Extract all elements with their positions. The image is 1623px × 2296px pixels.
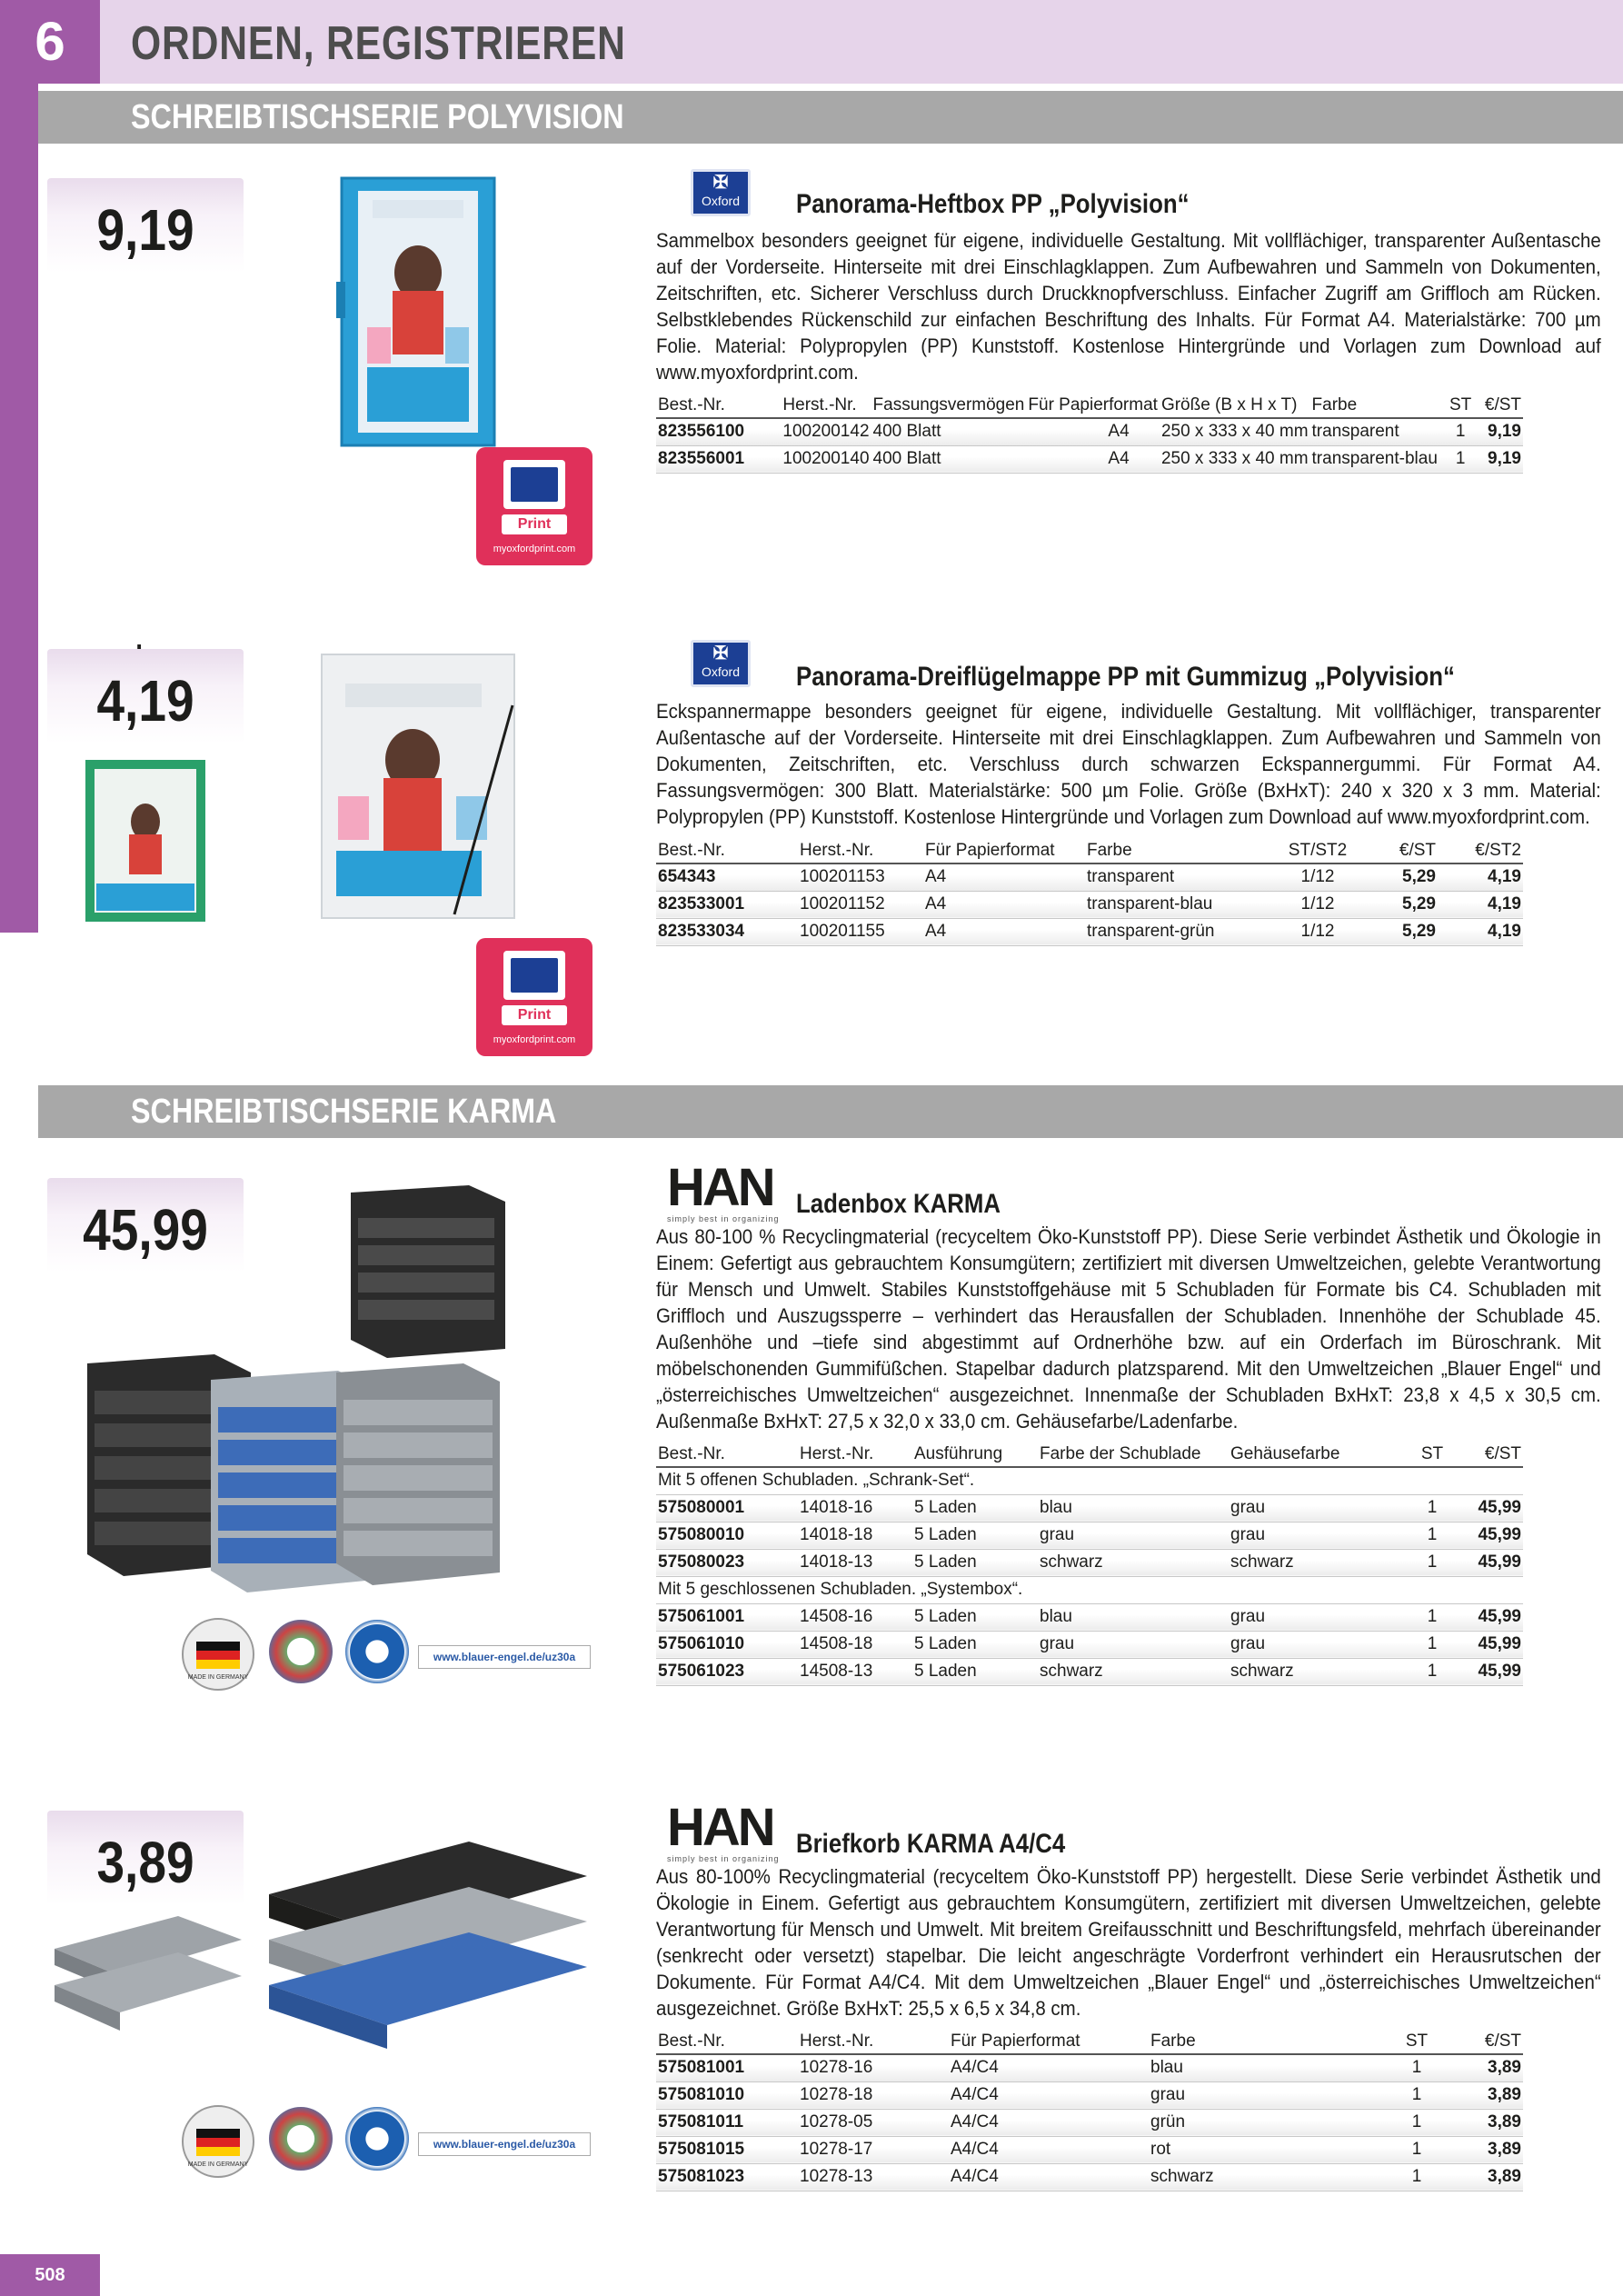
table-cell: A4/C4 <box>949 2163 1149 2191</box>
col-header: €/ST <box>1449 2029 1523 2054</box>
blauer-engel-url: www.blauer-engel.de/uz30a <box>418 2132 591 2156</box>
table-cell: transparent-grün <box>1085 918 1274 945</box>
table-cell: 5,29 <box>1361 863 1438 891</box>
table-cell: 1 <box>1405 1603 1459 1631</box>
col-header: €/ST2 <box>1438 838 1523 863</box>
table-cell: 100201153 <box>798 863 923 891</box>
table-cell: 5 Laden <box>912 1658 1038 1685</box>
table-cell: 575080010 <box>656 1522 798 1549</box>
table-cell: A4/C4 <box>949 2054 1149 2081</box>
table-cell: 10278-05 <box>798 2109 949 2136</box>
table-cell: 14508-18 <box>798 1631 912 1658</box>
page-number: 508 <box>0 2254 100 2296</box>
table-cell: schwarz <box>1038 1658 1229 1685</box>
oxford-emblem-icon: ✠ <box>712 644 729 664</box>
table-cell: 575081011 <box>656 2109 798 2136</box>
table-cell: 575061010 <box>656 1631 798 1658</box>
han-logo <box>667 1158 780 1223</box>
table-cell: 100201155 <box>798 918 923 945</box>
col-header: €/ST <box>1477 393 1523 418</box>
col-header: Für Papierformat <box>923 838 1085 863</box>
col-header: Fassungsvermögen <box>871 393 1027 418</box>
table-cell: 1 <box>1405 1494 1459 1522</box>
col-header: Herst.-Nr. <box>798 2029 949 2054</box>
col-header: Ausführung <box>912 1442 1038 1467</box>
table-cell: 575061023 <box>656 1658 798 1685</box>
print-badge-url: myoxfordprint.com <box>493 544 576 554</box>
table-cell: A4 <box>923 891 1085 918</box>
col-header: Best.-Nr. <box>656 1442 798 1467</box>
table-cell: blau <box>1149 2054 1385 2081</box>
col-header: ST <box>1444 393 1477 418</box>
table-row <box>656 1631 1523 1658</box>
made-in-germany-badge: MADE IN GERMANY <box>182 2105 254 2178</box>
table-row <box>656 2163 1523 2191</box>
table-cell: A4 <box>923 863 1085 891</box>
table-cell: A4 <box>923 918 1085 945</box>
table-cell: grün <box>1149 2109 1385 2136</box>
col-header: Farbe <box>1149 2029 1385 2054</box>
table-row <box>656 2081 1523 2109</box>
product-table <box>656 1442 1523 1686</box>
table-cell: 1/12 <box>1274 863 1361 891</box>
oxford-print-logo-icon <box>511 467 558 502</box>
table-row <box>656 445 1523 473</box>
table-cell: transparent-blau <box>1310 445 1445 473</box>
table-row <box>656 891 1523 918</box>
oxford-logo <box>691 169 751 216</box>
table-cell: 654343 <box>656 863 798 891</box>
col-header: Gehäusefarbe <box>1229 1442 1405 1467</box>
product-title: Ladenbox KARMA <box>796 1189 1001 1219</box>
chapter-title: ORDNEN, REGISTRIEREN <box>131 17 626 70</box>
table-cell: 575080001 <box>656 1494 798 1522</box>
table-cell: 14018-13 <box>798 1549 912 1576</box>
table-cell: A4/C4 <box>949 2081 1149 2109</box>
table-cell: 823556001 <box>656 445 781 473</box>
han-logo-text: HAN <box>667 1158 773 1217</box>
table-cell: 4,19 <box>1438 863 1523 891</box>
table-cell: 1 <box>1385 2136 1449 2163</box>
table-cell: 100200142 <box>781 418 871 445</box>
col-header: Größe (B x H x T) <box>1160 393 1310 418</box>
table-cell: A4/C4 <box>949 2136 1149 2163</box>
table-cell: 45,99 <box>1459 1494 1523 1522</box>
table-cell: 3,89 <box>1449 2054 1523 2081</box>
table-cell: 400 Blatt <box>871 445 1027 473</box>
section-title-karma: SCHREIBTISCHSERIE KARMA <box>131 1093 557 1131</box>
table-cell: schwarz <box>1149 2163 1385 2191</box>
table-cell: 3,89 <box>1449 2109 1523 2136</box>
table-cell: 575081023 <box>656 2163 798 2191</box>
product-title: Panorama-Dreiflügelmappe PP mit Gummizug „Polyvision“ <box>796 662 1455 692</box>
table-cell: 5 Laden <box>912 1494 1038 1522</box>
col-header: Farbe der Schublade <box>1038 1442 1229 1467</box>
table-cell: 4,19 <box>1438 891 1523 918</box>
col-header: €/ST <box>1361 838 1438 863</box>
product-description: Aus 80-100% Recyclingmaterial (recyceltem Öko-Kunststoff PP) hergestellt. Diese Serie verbindet Ästhetik und Ökologie in Einem. Gefertigt aus gebrauchtem Konsumgütern, zertifiziert mit diversen Umweltzeichen, gelebte Verantwortung für Mensch und Umwelt. Mit breitem Greifausschnitt und Beschriftungsfeld, mehrfach übereinander (senkrecht oder versetzt) stapelbar. Die leicht angeschrägte Vorderfront verhindert ein Herausrutschen der Dokumente. Für Format A4/C4. Mit dem Umweltzeichen „Blauer Engel“ und „österreichisches Umweltzeichen“ ausgezeichnet. Größe BxHxT: 25,5 x 6,5 x 34,8 cm. <box>656 1865 1601 2020</box>
table-cell: 100201152 <box>798 891 923 918</box>
price-value: 4,19 <box>96 668 194 734</box>
han-logo-tagline: simply best in organizing <box>667 1214 780 1223</box>
col-header: ST/ST2 <box>1274 838 1361 863</box>
table-cell: 5 Laden <box>912 1522 1038 1549</box>
table-row <box>656 2054 1523 2081</box>
table-cell: grau <box>1038 1522 1229 1549</box>
table-cell: 3,89 <box>1449 2081 1523 2109</box>
table-cell: 5,29 <box>1361 918 1438 945</box>
table-cell: 1 <box>1405 1631 1459 1658</box>
product-description: Eckspannermappe besonders geeignet für eigene, individuelle Gestaltung. Mit vollflächiger, transparenter Außentasche auf der Vorderseite. Hinterseite mit drei Einschlagklappen. Zum Aufbewahren und Sammeln von Dokumenten, Zeitschriften, etc. Verschluss durch schwarzen Eckspannergummi. Für Format A4. Fassungsvermögen: 300 Blatt. Materialstärke: 500 µm Folie. Größe (BxHxT): 240 x 320 x 3 mm. Material: Polypropylen (PP) Kunststoff. Kostenlose Hintergründe und Vorlagen zum Download auf www.myoxfordprint.com. <box>656 700 1601 828</box>
table-cell: 45,99 <box>1459 1658 1523 1685</box>
table-cell: 14508-16 <box>798 1603 912 1631</box>
table-row <box>656 1549 1523 1576</box>
print-badge <box>476 447 592 565</box>
table-cell: transparent <box>1310 418 1445 445</box>
table-cell: 45,99 <box>1459 1603 1523 1631</box>
table-cell: 1 <box>1405 1658 1459 1685</box>
table-cell: 10278-16 <box>798 2054 949 2081</box>
table-cell: grau <box>1229 1522 1405 1549</box>
table-cell: 5 Laden <box>912 1549 1038 1576</box>
blauer-engel-icon <box>345 2107 409 2171</box>
table-group-label <box>656 1467 1523 1494</box>
table-cell: 1 <box>1385 2054 1449 2081</box>
table-cell: 1/12 <box>1274 891 1361 918</box>
table-cell: 3,89 <box>1449 2136 1523 2163</box>
print-badge-url: myoxfordprint.com <box>493 1034 576 1045</box>
col-header: Für Papierformat <box>949 2029 1149 2054</box>
table-row <box>656 1603 1523 1631</box>
table-cell: 9,19 <box>1477 445 1523 473</box>
table-row <box>656 2136 1523 2163</box>
table-cell: 575081015 <box>656 2136 798 2163</box>
table-cell: blau <box>1038 1494 1229 1522</box>
product-title: Panorama-Heftbox PP „Polyvision“ <box>796 189 1190 219</box>
table-cell: 14508-13 <box>798 1658 912 1685</box>
table-row <box>656 918 1523 945</box>
table-cell: 823533001 <box>656 891 798 918</box>
table-cell: blau <box>1038 1603 1229 1631</box>
table-cell: 5,29 <box>1361 891 1438 918</box>
briefkorb-product-image <box>51 1840 632 2058</box>
table-cell: 5 Laden <box>912 1631 1038 1658</box>
table-cell: 1 <box>1405 1522 1459 1549</box>
col-header: Best.-Nr. <box>656 2029 798 2054</box>
table-cell: 1/12 <box>1274 918 1361 945</box>
table-group-label <box>656 1576 1523 1603</box>
col-header: Herst.-Nr. <box>798 838 923 863</box>
table-cell: rot <box>1149 2136 1385 2163</box>
table-cell: A4/C4 <box>949 2109 1149 2136</box>
table-cell: 1 <box>1385 2163 1449 2191</box>
table-cell: 400 Blatt <box>871 418 1027 445</box>
made-in-germany-badge: MADE IN GERMANY <box>182 1618 254 1691</box>
table-cell: 575081010 <box>656 2081 798 2109</box>
table-cell: A4 <box>1026 418 1160 445</box>
product-table <box>656 838 1523 946</box>
table-cell: schwarz <box>1229 1658 1405 1685</box>
table-cell: 575080023 <box>656 1549 798 1576</box>
table-cell: grau <box>1038 1631 1229 1658</box>
table-cell: 45,99 <box>1459 1549 1523 1576</box>
blauer-engel-icon <box>345 1620 409 1683</box>
table-cell: transparent-blau <box>1085 891 1274 918</box>
col-header: ST <box>1405 1442 1459 1467</box>
table-cell: grau <box>1149 2081 1385 2109</box>
table-cell: schwarz <box>1038 1549 1229 1576</box>
table-cell: 575061001 <box>656 1603 798 1631</box>
oxford-logo-text: Oxford <box>701 664 740 679</box>
blauer-engel-url: www.blauer-engel.de/uz30a <box>418 1645 591 1669</box>
table-cell: 45,99 <box>1459 1631 1523 1658</box>
table-cell: 250 x 333 x 40 mm <box>1160 445 1310 473</box>
table-cell: 10278-17 <box>798 2136 949 2163</box>
table-cell: 823533034 <box>656 918 798 945</box>
table-cell: 45,99 <box>1459 1522 1523 1549</box>
table-cell: 3,89 <box>1449 2163 1523 2191</box>
han-logo <box>667 1798 780 1863</box>
table-cell: 575081001 <box>656 2054 798 2081</box>
heftbox-product-image <box>336 173 500 451</box>
col-header: €/ST <box>1459 1442 1523 1467</box>
dreifluegelmappe-small-image <box>84 758 207 923</box>
product-table <box>656 2029 1523 2191</box>
han-logo-tagline: simply best in organizing <box>667 1854 780 1863</box>
product-description: Aus 80-100 % Recyclingmaterial (recyceltem Öko-Kunststoff PP). Diese Serie verbindet Ästhetik und Ökologie in Einem: Gefertigt aus gebrauchtem Konsumgütern; zertifiziert mit diversen Umweltzeichen, gelebte Verantwortung für Mensch und Umwelt. Stabiles Kunststoffgehäuse mit 5 Schubladen für Formate bis C4. Schubladen mit Griffloch und Auszugssperre – verhindert das Herausfallen der Schubladen. Innenhöhe der Schublade 45. Außenhöhe und –tiefe sind abgestimmt auf Ordnerhöhe bzw. auf ein Orderfach im Büroschrank. Mit möbelschonenden Gummifüßchen. Stapelbar dadurch platzsparend. Mit den Umweltzeichen „Blauer Engel“ und „österreichisches Umweltzeichen“ ausgezeichnet. Innenmaße der Schubladen BxHxT: 23,8 x 4,5 x 30,5 cm. Außenmaße BxHxT: 27,5 x 32,0 x 33,0 cm. Gehäusefarbe/Ladenfarbe. <box>656 1225 1601 1433</box>
oxford-logo-text: Oxford <box>701 194 740 208</box>
col-header: ST <box>1385 2029 1449 2054</box>
col-header: Farbe <box>1310 393 1445 418</box>
col-header: Farbe <box>1085 838 1274 863</box>
price-value: 3,89 <box>96 1830 194 1895</box>
austrian-eco-label-icon <box>269 2107 333 2171</box>
print-badge-label: Print <box>502 514 567 534</box>
oxford-emblem-icon: ✠ <box>712 173 729 193</box>
table-cell: 4,19 <box>1438 918 1523 945</box>
table-cell: 1 <box>1444 445 1477 473</box>
table-cell: 823556100 <box>656 418 781 445</box>
price-value: 45,99 <box>83 1197 208 1263</box>
product-description: Sammelbox besonders geeignet für eigene, individuelle Gestaltung. Mit vollflächiger, transparenter Außentasche auf der Vorderseite. Hinterseite mit drei Einschlagklappen. Zum Aufbewahren und Sammeln von Dokumenten, Zeitschriften, etc. Sicherer Verschluss durch Druckknopfverschluss. Einfacher Zugriff am Griffloch am Rücken. Selbstklebendes Rückenschild zur einfachen Beschriftung des Inhalts. Für Format A4. Materialstärke: 700 µm Folie. Material: Polypropylen (PP) Kunststoff. Kostenlose Hintergründe und Vorlagen zum Download auf www.myoxfordprint.com. <box>656 229 1601 384</box>
table-cell: 100200140 <box>781 445 871 473</box>
table-cell: 10278-18 <box>798 2081 949 2109</box>
table-row <box>656 863 1523 891</box>
ladenbox-product-image <box>87 1185 632 1609</box>
han-logo-text: HAN <box>667 1798 773 1857</box>
table-row <box>656 418 1523 445</box>
table-cell: 14018-16 <box>798 1494 912 1522</box>
col-header: Für Papierformat <box>1026 393 1160 418</box>
table-cell: 14018-18 <box>798 1522 912 1549</box>
oxford-print-logo-icon <box>511 958 558 993</box>
table-row <box>656 1494 1523 1522</box>
table-row <box>656 1658 1523 1685</box>
table-cell: 1 <box>1444 418 1477 445</box>
table-cell: A4 <box>1026 445 1160 473</box>
print-badge <box>476 938 592 1056</box>
oxford-logo <box>691 640 751 687</box>
table-cell: 10278-13 <box>798 2163 949 2191</box>
product-title: Briefkorb KARMA A4/C4 <box>796 1829 1066 1859</box>
section-title-polyvision: SCHREIBTISCHSERIE POLYVISION <box>131 98 624 136</box>
price-value: 9,19 <box>96 197 194 263</box>
col-header: Herst.-Nr. <box>781 393 871 418</box>
table-row <box>656 1522 1523 1549</box>
table-cell: 9,19 <box>1477 418 1523 445</box>
chapter-number: 6 <box>0 0 100 84</box>
chapter-side-bar <box>0 84 38 933</box>
product-table <box>656 393 1523 474</box>
col-header: Best.-Nr. <box>656 838 798 863</box>
table-row <box>656 2109 1523 2136</box>
table-cell: 1 <box>1405 1549 1459 1576</box>
col-header: Best.-Nr. <box>656 393 781 418</box>
print-badge-label: Print <box>502 1005 567 1025</box>
table-cell: 250 x 333 x 40 mm <box>1160 418 1310 445</box>
table-cell: 1 <box>1385 2109 1449 2136</box>
table-cell: schwarz <box>1229 1549 1405 1576</box>
table-cell: 1 <box>1385 2081 1449 2109</box>
col-header: Herst.-Nr. <box>798 1442 912 1467</box>
table-cell: Mit 5 geschlossenen Schubladen. „Systembox“. <box>656 1576 1523 1603</box>
dreifluegelmappe-product-image <box>318 651 518 922</box>
table-cell: Mit 5 offenen Schubladen. „Schrank-Set“. <box>656 1467 1523 1494</box>
austrian-eco-label-icon <box>269 1620 333 1683</box>
table-cell: grau <box>1229 1631 1405 1658</box>
table-cell: transparent <box>1085 863 1274 891</box>
table-cell: grau <box>1229 1494 1405 1522</box>
table-cell: 5 Laden <box>912 1603 1038 1631</box>
table-cell: grau <box>1229 1603 1405 1631</box>
